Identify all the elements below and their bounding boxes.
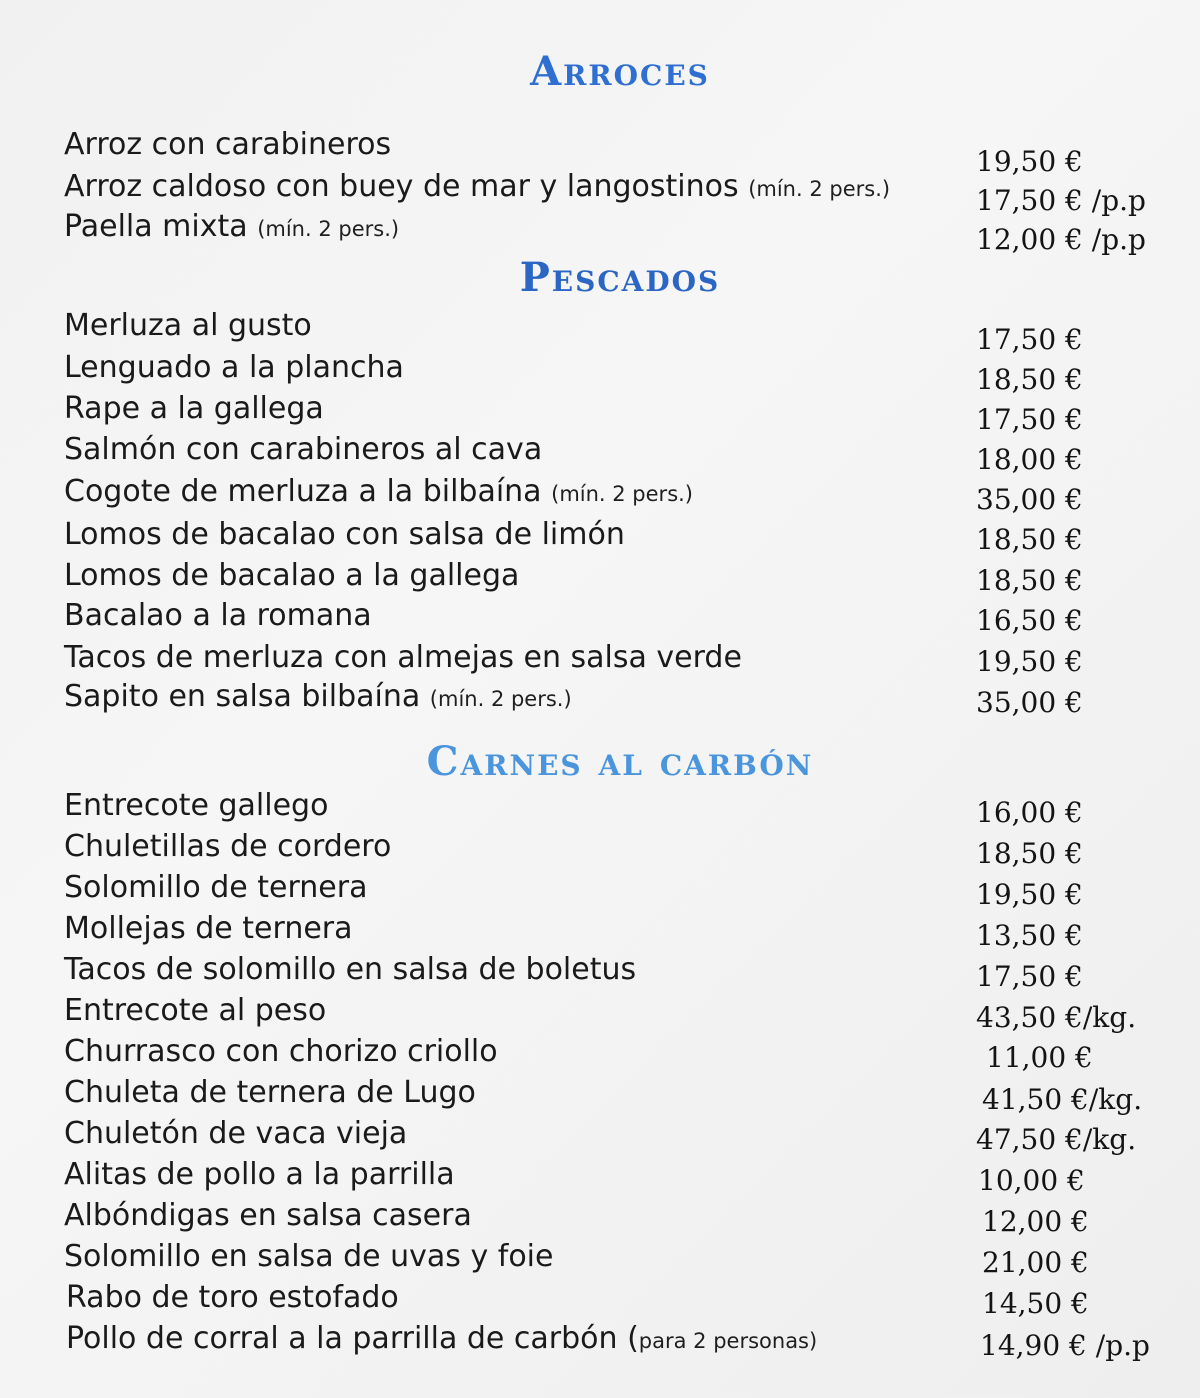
- item-price: 16,00 €: [976, 796, 1083, 829]
- item-name: Tacos de solomillo en salsa de boletus: [64, 952, 637, 987]
- item-price: 19,50 €: [976, 645, 1083, 678]
- item-note: (mín. 2 pers.): [748, 177, 891, 201]
- item-name: Merluza al gusto: [64, 308, 312, 343]
- section-title-pescados: Pescados: [519, 254, 721, 301]
- item-name: Paella mixta: [64, 209, 248, 244]
- item-name: Sapito en salsa bilbaína: [64, 679, 421, 714]
- menu-item: [64, 677, 964, 719]
- menu-item: [64, 638, 964, 678]
- item-price: 11,00 €: [986, 1041, 1093, 1074]
- menu-item: [64, 1196, 964, 1236]
- item-name: Chuletillas de cordero: [64, 829, 392, 864]
- item-price: 17,50 € /p.p: [976, 184, 1146, 217]
- item-name: Chuletón de vaca vieja: [64, 1116, 408, 1151]
- item-name: Chuleta de ternera de Lugo: [64, 1075, 476, 1110]
- item-price: 13,50 €: [976, 919, 1083, 952]
- item-price: 17,50 €: [976, 323, 1083, 356]
- item-name: Churrasco con chorizo criollo: [64, 1034, 498, 1069]
- item-name: Bacalao a la romana: [64, 598, 372, 633]
- item-name: Rape a la gallega: [64, 391, 324, 426]
- item-price: 18,50 €: [976, 837, 1083, 870]
- item-note: (mín. 2 pers.): [429, 687, 572, 711]
- item-price: 21,00 €: [982, 1246, 1089, 1279]
- menu-item: [66, 1319, 966, 1361]
- menu-item: [64, 1073, 964, 1113]
- item-price: 10,00 €: [978, 1164, 1085, 1197]
- menu-item: [66, 1278, 966, 1318]
- item-name: Rabo de toro estofado: [66, 1280, 399, 1315]
- item-price: 17,50 €: [976, 403, 1083, 436]
- item-price: 18,50 €: [976, 564, 1083, 597]
- item-name: Cogote de merluza a la bilbaína: [64, 474, 542, 509]
- item-name: Lomos de bacalao con salsa de limón: [64, 517, 625, 552]
- item-name: Mollejas de ternera: [64, 911, 353, 946]
- menu-item: [64, 868, 964, 908]
- item-price: 17,50 €: [976, 960, 1083, 993]
- item-price: 18,50 €: [976, 363, 1083, 396]
- menu-item: [64, 125, 964, 165]
- item-note: (mín. 2 pers.): [551, 482, 693, 506]
- menu-item: [64, 1114, 964, 1154]
- item-price: 12,00 € /p.p: [976, 223, 1146, 256]
- menu-item: [64, 389, 964, 429]
- menu-item: [64, 786, 964, 826]
- item-note: para 2 personas): [638, 1329, 818, 1353]
- item-name: Solomillo de ternera: [64, 870, 368, 905]
- item-note: (mín. 2 pers.): [257, 217, 400, 241]
- item-price: 18,00 €: [976, 443, 1083, 476]
- menu-item: [64, 1237, 964, 1277]
- item-price: 35,00 €: [976, 686, 1083, 719]
- item-price: 14,50 €: [982, 1287, 1089, 1320]
- item-name: Arroz con carabineros: [64, 127, 392, 162]
- menu-item: [64, 167, 964, 209]
- item-price: 14,90 € /p.p: [980, 1329, 1150, 1362]
- menu-item: [64, 472, 964, 514]
- item-name: Tacos de merluza con almejas en salsa verde: [64, 640, 742, 675]
- menu-item: [64, 909, 964, 949]
- item-name: Salmón con carabineros al cava: [64, 432, 543, 467]
- menu-item: [64, 515, 964, 555]
- section-title-arroces: Arroces: [530, 48, 710, 95]
- menu-item: [64, 1032, 964, 1072]
- item-name: Solomillo en salsa de uvas y foie: [64, 1239, 554, 1274]
- item-name: Arroz caldoso con buey de mar y langostinos: [64, 169, 739, 204]
- item-price: 43,50 €/kg.: [976, 1001, 1137, 1034]
- item-price: 19,50 €: [976, 878, 1083, 911]
- item-price: 47,50 €/kg.: [976, 1123, 1137, 1156]
- menu-item: [64, 1155, 964, 1195]
- item-price: 16,50 €: [976, 604, 1083, 637]
- menu-item: [64, 950, 964, 990]
- menu-item: [64, 556, 964, 596]
- item-price: 19,50 €: [976, 145, 1083, 178]
- menu-item: [64, 306, 964, 346]
- item-name: Lenguado a la plancha: [64, 350, 404, 385]
- menu-item: [64, 827, 964, 867]
- item-name: Entrecote gallego: [64, 788, 329, 823]
- menu-item: [64, 430, 964, 470]
- item-price: 12,00 €: [982, 1205, 1089, 1238]
- item-name: Lomos de bacalao a la gallega: [64, 558, 520, 593]
- item-name: Pollo de corral a la parrilla de carbón (: [66, 1321, 639, 1356]
- item-name: Albóndigas en salsa casera: [64, 1198, 472, 1233]
- menu-item: [64, 991, 964, 1031]
- menu-item: [64, 596, 964, 636]
- item-price: 18,50 €: [976, 523, 1083, 556]
- section-title-carnes: Carnes al carbón: [426, 738, 814, 785]
- item-name: Alitas de pollo a la parrilla: [64, 1157, 455, 1192]
- item-price: 35,00 €: [976, 483, 1083, 516]
- menu-item: [64, 207, 964, 249]
- item-price: 41,50 €/kg.: [982, 1083, 1143, 1116]
- item-name: Entrecote al peso: [64, 993, 327, 1028]
- menu-item: [64, 348, 964, 388]
